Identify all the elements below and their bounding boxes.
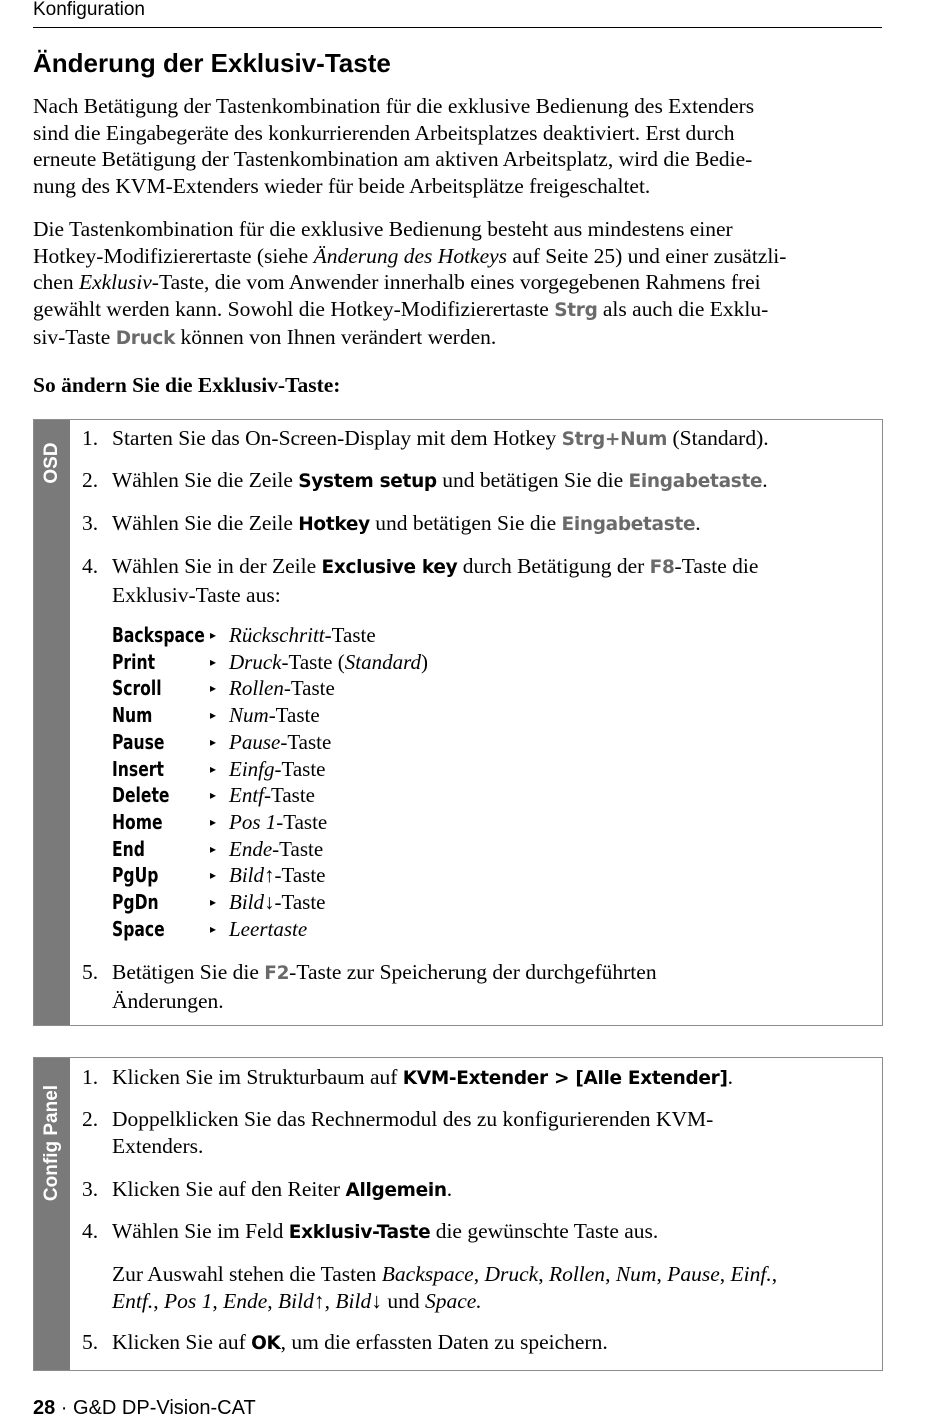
section-title: Konfiguration [33,0,145,20]
triangle-right-icon: ▸ [210,734,217,749]
hotkey-paragraph: Die Tastenkombination für die exklusive Bedienung besteht aus mindestens einer Hotkey-Modifizierertaste (siehe Änderung des Hotkeys auf Seite 25) und einer zusätzli- chen Exklusiv-Taste, die vom Anwender innerhalb eines vorgegebenen Rahmens frei gewählt werden kann. Sowohl die Hotkey-Modifizierertaste Strg als auch die Exklu- siv-Taste Druck können von Ihnen verändert werden. [33,216,883,353]
page-footer: 28 · G&D DP-Vision-CAT [33,1397,256,1419]
page-header [33,0,882,28]
product-name: G&D DP-Vision-CAT [73,1397,256,1419]
triangle-right-icon: ▸ [210,841,217,856]
osd-tab: OSD [34,420,70,1025]
triangle-right-icon: ▸ [210,681,217,696]
hotkey-reference-link[interactable]: Änderung des Hotkeys [313,243,508,268]
triangle-right-icon: ▸ [210,761,217,776]
key-druck: Druck [115,328,176,349]
procedure-heading: So ändern Sie die Exklusiv-Taste: [33,373,341,397]
triangle-right-icon: ▸ [210,654,217,669]
config-panel-procedure-box: Config Panel 1. Klicken Sie im Strukturbaum auf KVM-Extender > [Alle Extender]. 2. Doppelklicken Sie das Rechnermodul des zu konfigurierenden KVM- Extenders. 3. Klicken Sie auf den Reiter Allgemein. 4. Wählen Sie im Feld Exklusiv-Taste die gewünschte Taste aus. Zur Auswahl stehen die Tasten Backspace, Druck, Rollen, Num, Pause, Einf., Entf., Pos 1, Ende, Bild↑, Bild↓ und Space. 5. Klicken Sie auf OK, um die erfassten Daten zu speichern. [33,1057,883,1371]
page-title: Änderung der Exklusiv-Taste [33,48,391,78]
intro-paragraph: Nach Betätigung der Tastenkombination für die exklusive Bedienung des Extenders sind die Eingabegeräte des konkurrierenden Arbeitsplatzes deaktiviert. Erst durch erneute Betätigung der Tastenkombination am aktiven Arbeitsplatz, wird die Bedie- nung des KVM-Extenders wieder für beide Arbeitsplätze freigeschaltet. [33,94,755,198]
page-number: 28 [33,1397,56,1419]
config-panel-tab: Config Panel [34,1058,70,1370]
triangle-right-icon: ▸ [210,628,217,642]
triangle-right-icon: ▸ [210,814,217,829]
key-strg: Strg [554,299,598,321]
triangle-right-icon: ▸ [210,895,217,909]
triangle-right-icon: ▸ [210,921,217,936]
osd-procedure-box: OSD 1. Starten Sie das On-Screen-Display mit dem Hotkey Strg+Num (Standard). 2. Wählen Sie die Zeile System setup und betätigen Sie die Eingabetaste. 3. Wählen Sie die Zeile Hotkey und betätigen Sie die Eingabetaste. 4. Wählen Sie in der Zeile Exclusive key durch Betätigung der F8-Taste die Exklusiv-Taste aus: Backspace ▸ Rückschritt-Taste Print ▸ Druck-Taste (Standard) Scroll ▸ Rollen-Taste Num ▸ Num-Taste Pause ▸ Pause-Taste Insert ▸ Einfg-Taste Delete ▸ Entf-Taste Home ▸ Pos 1-Taste End ▸ Ende-Taste PgUp ▸ Bild↑-Taste PgDn ▸ Bild↓-Taste Space ▸ Leertaste 5. Betätigen Sie die F2-Taste zur Speicherung der durchgeführten Änderungen. [33,419,883,1026]
triangle-right-icon: ▸ [210,788,217,803]
triangle-right-icon: ▸ [210,708,217,723]
triangle-right-icon: ▸ [210,868,217,883]
